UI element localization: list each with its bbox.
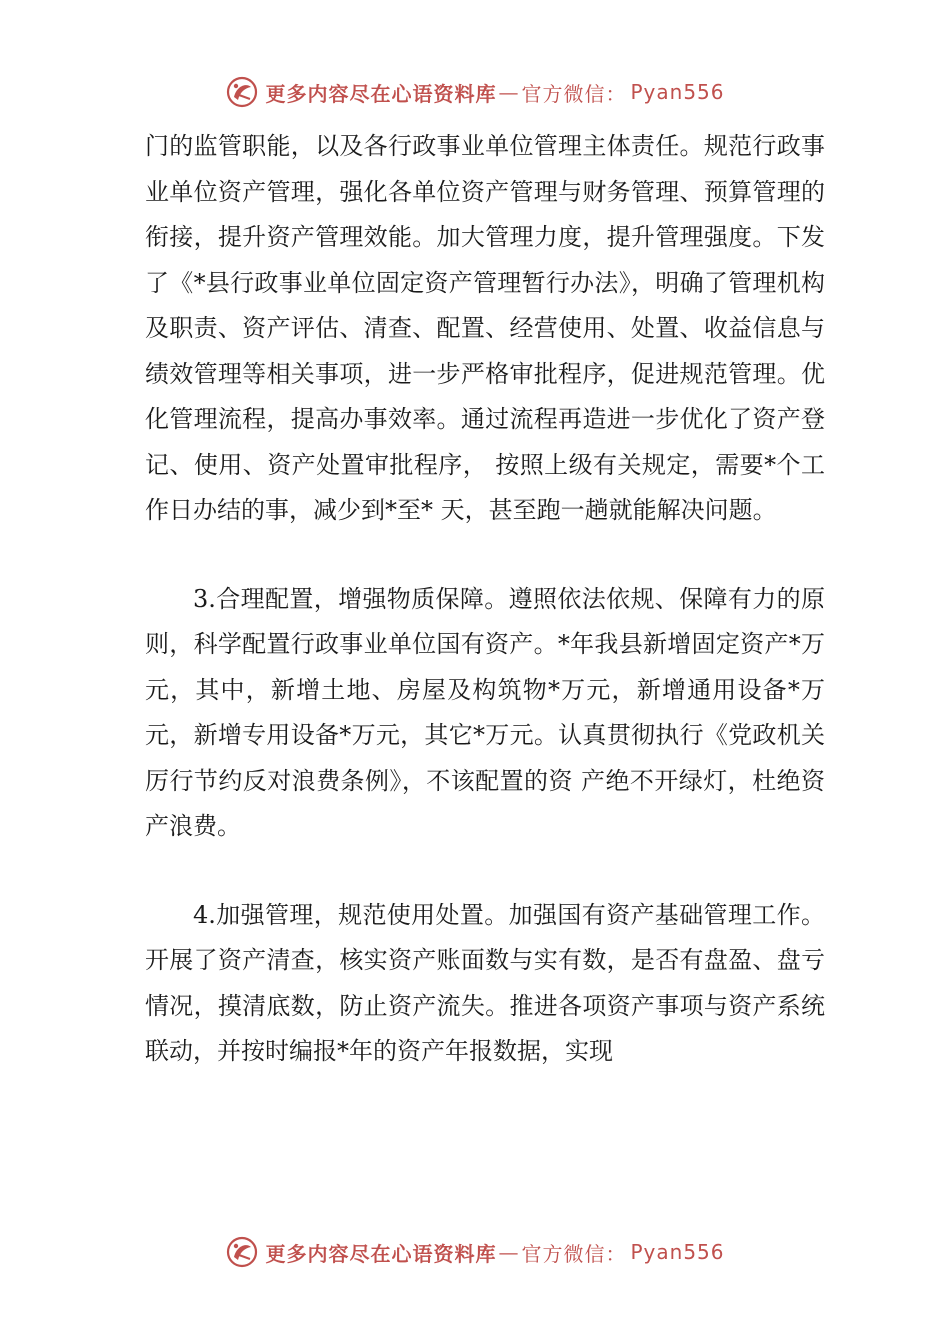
watermark-wechat-id: Pyan556 [630, 1240, 725, 1264]
watermark-wechat-id: Pyan556 [630, 80, 725, 104]
paragraph-continuation: 门的监管职能，以及各行政事业单位管理主体责任。规范行政事业单位资产管理，强化各单位资产管理与财务管理、预算管理的衔接，提升资产管理效能。加大管理力度，提升管理强度。下发了《*县行政事业单位固定资产管理暂行办法》，明确了管理机构及职责、资产评估、清查、配置、经营使用、处置、收益信息与绩效管理等相关事项，进一步严格审批程序，促进规范管理。优化管理流程，提高办事效率。通过流程再造进一步优化了资产登记、使用、资产处置审批程序， 按照上级有关规定，需要*个工作日办结的事，减少到*至* 天，甚至跑一趟就能解决问题。 [145, 132, 825, 524]
watermark-site-name: 更多内容尽在心语资料库 [265, 81, 497, 106]
paragraph-section-3: 3.合理配置，增强物质保障。遵照依法依规、保障有力的原则，科学配置行政事业单位国有资产。*年我县新增固定资产*万元，其中，新增土地、房屋及构筑物*万元，新增通用设备*万元，新增专用设备*万元，其它*万元。认真贯彻执行《党政机关厉行节约反对浪费条例》，不该配置的资 产绝不开绿灯，杜绝资产浪费。 [145, 584, 825, 840]
watermark-separator: — [498, 1240, 520, 1264]
watermark-label: 官方微信： [521, 81, 627, 106]
watermark-separator: — [498, 80, 520, 104]
document-body [145, 124, 825, 1075]
header-watermark [0, 72, 950, 112]
brand-logo-icon [225, 75, 259, 109]
paragraph-section-4: 4.加强管理，规范使用处置。加强国有资产基础管理工作。开展了资产清查，核实资产账面数与实有数，是否有盘盈、盘亏情况，摸清底数，防止资产流失。推进各项资产事项与资产系统联动，并按时编报*年的资产年报数据，实现 [145, 900, 825, 1065]
footer-watermark [0, 1232, 950, 1272]
watermark-site-name: 更多内容尽在心语资料库 [265, 1241, 497, 1266]
watermark-label: 官方微信： [521, 1241, 627, 1266]
brand-logo-icon [225, 1235, 259, 1269]
